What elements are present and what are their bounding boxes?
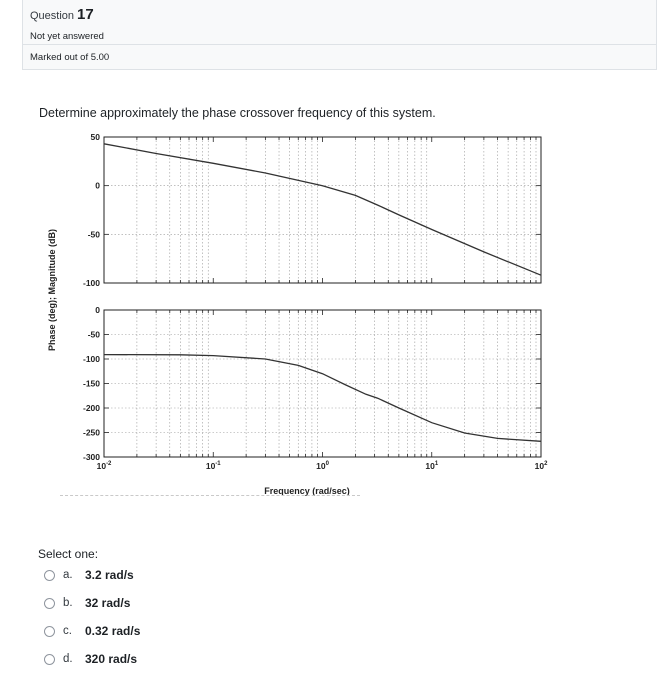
xtick-exponent: 2: [544, 461, 548, 467]
phase-ytick-label: 0: [95, 305, 100, 315]
mag-ytick-label: -50: [87, 229, 100, 240]
xtick-label: [206, 461, 221, 471]
answer-option-d[interactable]: [44, 651, 137, 667]
xtick-label: [97, 461, 112, 471]
radio-b[interactable]: [44, 598, 55, 609]
xtick-base: 10: [316, 461, 326, 471]
xtick-exponent: 0: [325, 461, 329, 467]
xtick-base: 10: [96, 461, 107, 471]
xtick-base: 10: [425, 461, 435, 471]
plot-divider: [60, 495, 360, 496]
phase-ytick-label: -250: [82, 427, 100, 438]
bode-plot: [0, 125, 657, 505]
option-letter: c.: [63, 625, 72, 637]
mag-ytick-label: 0: [95, 180, 100, 191]
info-divider: [23, 44, 656, 45]
option-text: 3.2 rad/s: [85, 568, 134, 582]
question-info-panel: [22, 0, 657, 70]
question-text: Determine approximately the phase crossover frequency of this system.: [39, 106, 436, 120]
bode-grid: [104, 137, 541, 457]
xtick-label: [425, 461, 438, 471]
option-text: 32 rad/s: [85, 596, 131, 610]
option-text: 0.32 rad/s: [85, 624, 141, 638]
bode-ytick-labels: [83, 132, 100, 462]
radio-d[interactable]: [44, 654, 55, 665]
xtick-base: 10: [205, 461, 216, 471]
question-number: [30, 6, 94, 23]
mag-ytick-label: -100: [82, 278, 100, 288]
answer-option-a[interactable]: [44, 567, 134, 583]
option-letter: b.: [63, 597, 73, 609]
option-letter: d.: [63, 653, 73, 665]
answer-option-c[interactable]: [44, 623, 140, 639]
answer-option-b[interactable]: [44, 595, 130, 611]
xtick-label: [535, 461, 548, 471]
mag-ytick-label: 50: [90, 132, 100, 142]
xtick-exponent: -2: [106, 461, 112, 467]
bode-xtick-labels: [97, 461, 548, 471]
phase-ytick-label: -100: [82, 354, 100, 364]
radio-a[interactable]: [44, 570, 55, 581]
question-label: Question: [30, 10, 75, 22]
question-grade: Marked out of 5.00: [30, 52, 110, 63]
answer-prompt: Select one:: [38, 547, 99, 561]
xtick-exponent: 1: [434, 461, 439, 467]
phase-ytick-label: -150: [82, 378, 100, 389]
magnitude-curve: [104, 144, 541, 275]
x-axis-label: Frequency (rad/sec): [264, 486, 350, 496]
phase-ytick-label: -300: [82, 452, 100, 462]
phase-ytick-label: -200: [82, 403, 100, 413]
xtick-label: [316, 461, 329, 471]
option-text: 320 rad/s: [85, 652, 138, 666]
xtick-base: 10: [534, 461, 545, 471]
question-number-value: 17: [77, 6, 94, 23]
xtick-exponent: -1: [215, 461, 221, 467]
phase-ytick-label: -50: [87, 329, 100, 340]
question-state: Not yet answered: [30, 31, 104, 42]
y-axis-label: Phase (deg); Magnitude (dB): [47, 229, 57, 351]
option-letter: a.: [63, 569, 73, 581]
radio-c[interactable]: [44, 626, 55, 637]
